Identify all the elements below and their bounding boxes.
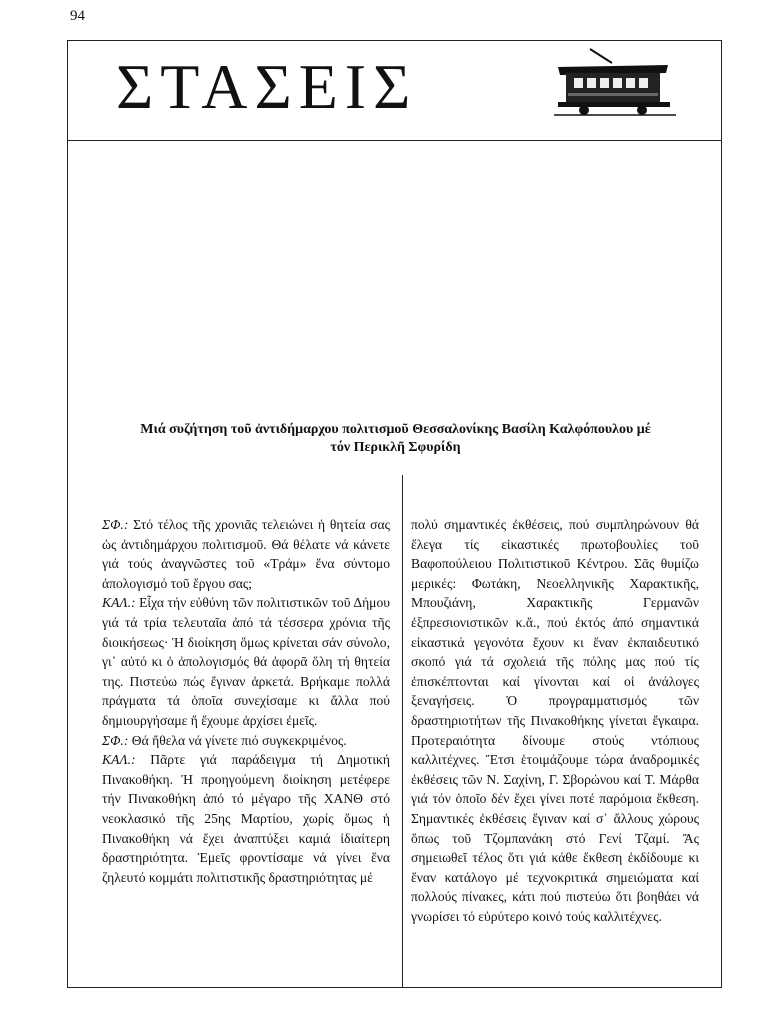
- paragraph-text: πολύ σημαντικές ἐκθέσεις, πού συμπληρώνουν θά ἔλεγα τίς εἰκαστικές πρωτοβουλίες τοῦ Βαφοπούλειου Πολιτιστικοῦ Κέντρου. Σᾶς θυμίζω μερικές: Φωτάκη, Νεοελληνικῆς Χαρακτικῆς, Μπουζιάνη, Χαρακτικῆς Γερμανῶν ἐξπρεσιονιστικῶν κ.ἄ., πού ἐκτός ἀπό σημαντικά εἰκαστικά γεγονότα ἔχουν κι ἕναν ἐκπαιδευτικό σκοπό γιά τά σχολειά τῆς πόλης μας πού τίς ἐπισκέπτονται καί γίνονται καί οἱ ἀνάλογες ξεναγήσεις. Ὁ προγραμματισμός τῶν δραστηριοτήτων τῆς Πινακοθήκης γίνεται ἔγκαιρα. Προτεραιότητα δίνουμε στούς ντόπιους καλλιτέχνες. Ἔτσι ἑτοιμάζουμε τώρα ἀναδρομικές ἐκθέσεις τῶν Ν. Σαχίνη, Γ. Σβορώνου καί Τ. Μάρθα γιά τόν ὁποῖο δέν ἔχει γίνει ποτέ παρόμοια ἔκθεση. Σημαντικές ἐκθέσεις ἔγιναν καί σ᾽ ἄλλους χώρους ὅπως τοῦ Τζομπανάκη στό Γενί Τζαμί. Ἄς σημειωθεῖ τέλος ὅτι γιά κάθε ἔκθεση ἐκδίδουμε κι ἕναν κατάλογο μέ τεχνοκριτικά σημειώματα καί πολλούς πίνακες, κάτι πού πιστεύω ὅτι βοηθάει νά γνωρίσει τό εὐρύτερο κοινό τούς καλλιτέχνες.: [411, 517, 699, 924]
- article-frame: [67, 40, 722, 988]
- speaker-label: ΚΑΛ.:: [102, 595, 136, 611]
- paragraph: [102, 731, 390, 751]
- paragraph-text: Εἶχα τήν εὐθύνη τῶν πολιτιστικῶν τοῦ Δήμου γιά τά τρία τελευταῖα ἀπό τά τέσσερα χρόνια τῆς διοικήσεως· Ἡ διοίκηση ὅμως κρίνεται σάν σύνολο, γι᾽ αὐτό κι ὁ ἀπολογισμός θά ἀφορᾶ ὅλη τή θητεία της. Πιστεύω πώς ἔγιναν ἀρκετά. Βρήκαμε πολλά πράγματα τά ὁποῖα συνεχίσαμε κι ἄλλα πού δημιουργήσαμε ἤ ἔχουμε ἀρχίσει ἐμεῖς.: [102, 595, 390, 728]
- paragraph: [411, 515, 699, 926]
- speaker-label: ΣΦ.:: [102, 517, 129, 532]
- speaker-label: ΣΦ.:: [102, 732, 129, 748]
- paragraph-text: Θά ἤθελα νά γίνετε πιό συγκεκριμένος.: [128, 732, 347, 748]
- paragraph-text: Πᾶρτε γιά παράδειγμα τή Δημοτική Πινακοθήκη. Ἡ προηγούμενη διοίκηση μετέφερε τήν Πινακοθήκη ἀπό τό μέγαρο τῆς ΧΑΝΘ στό νεοκλασικό τῆς 25ης Μαρτίου, χωρίς ὅμως ἡ Πινακοθήκη νά ἔχει ἀναπτύξει καμιά ἰδιαίτερη δραστηριότητα. Ἐμεῖς φροντίσαμε νά γίνει ἕνα ζηλευτό κομμάτι πολιτιστικῆς δραστηριότητας μέ: [102, 752, 390, 885]
- subtitle-line-2: τόν Περικλῆ Σφυρίδη: [330, 440, 461, 455]
- masthead-title: ΣΤΑΣΕΙΣ: [116, 51, 418, 122]
- right-column: [411, 515, 699, 926]
- left-column: [102, 515, 390, 887]
- speaker-label: ΚΑΛ.:: [102, 752, 136, 768]
- header-rule: [68, 140, 721, 141]
- paragraph: [102, 750, 390, 887]
- page-number: 94: [70, 8, 85, 24]
- paragraph: [102, 515, 390, 593]
- article-subtitle: [88, 421, 703, 457]
- paragraph: [102, 593, 390, 730]
- paragraph-text: Στό τέλος τῆς χρονιᾶς τελειώνει ἡ θητεία σας ὡς ἀντιδημάρχου πολιτισμοῦ. Θά θέλατε νά κάνετε γιά τούς ἀναγνῶστες τοῦ «Τράμ» ἕνα σύντομο ἀπολογισμό τοῦ ἔργου σας;: [102, 517, 390, 591]
- subtitle-line-1: Μιά συζήτηση τοῦ ἀντιδήμαρχου πολιτισμοῦ Θεσσαλονίκης Βασίλη Καλφόπουλου μέ: [140, 422, 651, 437]
- column-divider: [402, 475, 403, 987]
- tram-icon: [554, 45, 676, 117]
